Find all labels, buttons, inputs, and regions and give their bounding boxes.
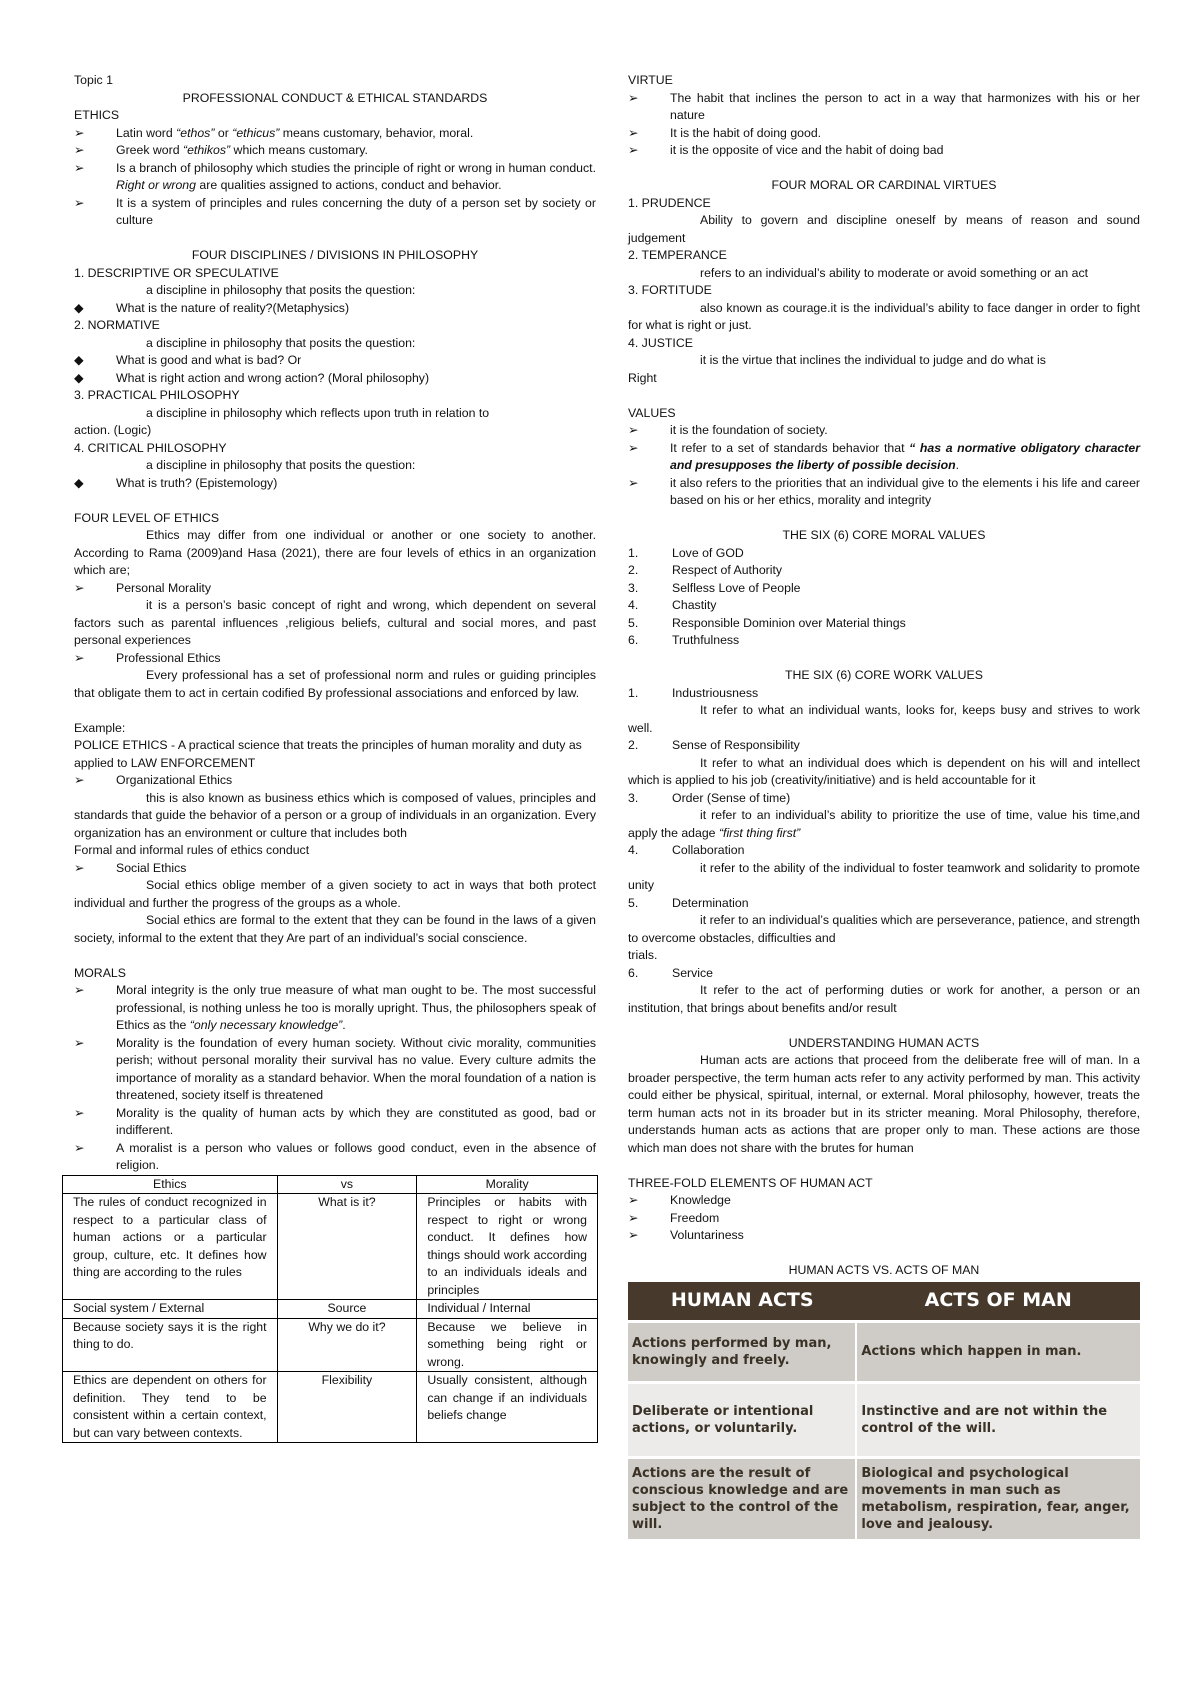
human-acts-vs-heading: HUMAN ACTS VS. ACTS OF MAN bbox=[788, 1263, 980, 1277]
discipline-title: 3. PRACTICAL PHILOSOPHY bbox=[74, 388, 240, 402]
arrow-bullet-icon: ➢ bbox=[628, 90, 639, 105]
level-desc: it is a person’s basic concept of right and wrong, which dependent on several factors such as parental influences ,religious beliefs, cultural and social mores, and past personal experiences bbox=[74, 598, 596, 647]
work-value-desc: It refer to what an individual wants, looks for, keeps busy and strives to work well. bbox=[628, 703, 1140, 735]
cardinal-heading: FOUR MORAL OR CARDINAL VIRTUES bbox=[771, 178, 997, 192]
work-value-title: 1. Industriousness bbox=[628, 685, 759, 700]
arrow-bullet-icon: ➢ bbox=[628, 125, 639, 140]
morals-heading: MORALS bbox=[74, 965, 126, 980]
diamond-bullet-icon: ◆ bbox=[74, 475, 84, 490]
table-row bbox=[63, 1194, 598, 1300]
diamond-bullet-icon: ◆ bbox=[74, 300, 84, 315]
virtue-desc: Ability to govern and discipline oneself by means of reason and sound judgement bbox=[628, 213, 1140, 245]
discipline-desc: a discipline in philosophy that posits the question: bbox=[146, 458, 416, 472]
arrow-bullet-icon: ➢ bbox=[74, 773, 85, 787]
list-item: ➢ Freedom bbox=[628, 1210, 1140, 1228]
discipline-desc: a discipline in philosophy that posits the question: bbox=[146, 283, 416, 297]
table-cell: Actions are the result of conscious knowledge and are subject to the control of the will. bbox=[628, 1457, 856, 1540]
arrow-bullet-icon: ➢ bbox=[628, 440, 639, 455]
topic-label: Topic 1 bbox=[74, 73, 113, 87]
arrow-bullet-icon: ➢ bbox=[628, 475, 639, 490]
virtue-bullet: ➢ The habit that inclines the person to act in a way that harmonizes with his or her nature bbox=[628, 90, 1140, 125]
list-item: 5. Responsible Dominion over Material things bbox=[628, 615, 906, 630]
diamond-bullet-icon: ◆ bbox=[74, 370, 84, 385]
right-column bbox=[628, 72, 1140, 1542]
ethics-bullet: ➢ It is a system of principles and rules concerning the duty of a person set by society or culture bbox=[74, 195, 596, 230]
table-cell: Principles or habits with respect to right or wrong conduct. It defines how things should work according to an individuals ideals and principles bbox=[417, 1194, 598, 1300]
list-item: ➢ Knowledge bbox=[628, 1192, 1140, 1210]
virtue-desc: also known as courage.it is the individual’s ability to face danger in order to fight for what is right or just. bbox=[628, 300, 1140, 332]
work-value-desc: trials. bbox=[628, 948, 658, 962]
work-value-title: 4. Collaboration bbox=[628, 843, 745, 857]
table-cell: Actions which happen in man. bbox=[856, 1321, 1140, 1382]
arrow-bullet-icon: ➢ bbox=[74, 1140, 85, 1155]
table-cell: What is it? bbox=[277, 1194, 417, 1300]
table-header-cell: HUMAN ACTS bbox=[628, 1282, 856, 1322]
table-cell: Individual / Internal bbox=[417, 1300, 598, 1319]
document-title: PROFESSIONAL CONDUCT & ETHICAL STANDARDS bbox=[182, 90, 488, 105]
human-acts-desc: Human acts are actions that proceed from the deliberate free will of man. In a broader perspective, the term human acts refer to any activity performed by man. This activity could either be physical, spiritual, internal, or external. Moral philosophy, however, treats the term human acts not in its broader but in its stricter meaning. Moral Philosophy, therefore, understands human acts as actions that are proper only to man. These actions are those which man does not share with the brutes for human bbox=[628, 1053, 1140, 1155]
table-row bbox=[63, 1300, 598, 1319]
list-item: ➢ Voluntariness bbox=[628, 1227, 1140, 1245]
work-value-title: 5. Determination bbox=[628, 895, 749, 910]
moral-values-heading: THE SIX (6) CORE MORAL VALUES bbox=[782, 528, 986, 542]
level-desc: Social ethics are formal to the extent that they can be found in the laws of a given society, informal to the extent that they Are part of an individual’s social conscience. bbox=[74, 913, 596, 945]
level-desc: Every professional has a set of professional norm and rules or guiding principles that obligate them to act in certain codified By professional associations and enforced by law. bbox=[74, 668, 596, 700]
ethics-bullet: ➢ Greek word “ethikos” which means customary. bbox=[74, 142, 596, 160]
virtue-bullet: ➢ It is the habit of doing good. bbox=[628, 125, 1140, 143]
human-acts-heading: UNDERSTANDING HUMAN ACTS bbox=[788, 1035, 980, 1050]
discipline-question: ◆ What is the nature of reality?(Metaphysics) bbox=[74, 300, 596, 318]
table-cell: Social system / External bbox=[63, 1300, 278, 1319]
values-bullet: ➢ It refer to a set of standards behavior that “ has a normative obligatory character and presupposes the liberty of possible decision. bbox=[628, 440, 1140, 475]
table-cell: Deliberate or intentional actions, or voluntarily. bbox=[628, 1382, 856, 1457]
arrow-bullet-icon: ➢ bbox=[74, 1035, 85, 1050]
table-cell: Why we do it? bbox=[277, 1318, 417, 1372]
arrow-bullet-icon: ➢ bbox=[74, 650, 85, 665]
virtue-title: 3. FORTITUDE bbox=[628, 283, 712, 297]
table-cell: Source bbox=[277, 1300, 417, 1319]
arrow-bullet-icon: ➢ bbox=[628, 1210, 639, 1225]
table-row bbox=[628, 1382, 1140, 1457]
list-item: 6. Truthfulness bbox=[628, 633, 740, 647]
morals-bullet: ➢ A moralist is a person who values or follows good conduct, even in the absence of religion. bbox=[74, 1140, 596, 1175]
table-row bbox=[63, 1372, 598, 1443]
table-header-cell: ACTS OF MAN bbox=[856, 1282, 1140, 1322]
table-header-cell: vs bbox=[277, 1175, 417, 1194]
arrow-bullet-icon: ➢ bbox=[74, 160, 85, 175]
list-item: 3. Selfless Love of People bbox=[628, 580, 801, 595]
human-acts-vs-acts-of-man-table bbox=[628, 1282, 1140, 1542]
threefold-heading: THREE-FOLD ELEMENTS OF HUMAN ACT bbox=[628, 1175, 873, 1190]
discipline-title: 4. CRITICAL PHILOSOPHY bbox=[74, 440, 227, 455]
virtue-desc: it is the virtue that inclines the individual to judge and do what is bbox=[700, 353, 1046, 367]
virtue-title: 1. PRUDENCE bbox=[628, 195, 711, 210]
table-cell: Flexibility bbox=[277, 1372, 417, 1443]
table-cell: Because society says it is the right thing to do. bbox=[63, 1318, 278, 1372]
discipline-question: ◆ What is right action and wrong action? (Moral philosophy) bbox=[74, 370, 596, 388]
values-bullet: ➢ it is the foundation of society. bbox=[628, 422, 1140, 440]
table-cell: Biological and psychological movements in man such as metabolism, respiration, fear, anger, love and jealousy. bbox=[856, 1457, 1140, 1540]
values-heading: VALUES bbox=[628, 405, 676, 420]
work-value-desc: It refer to what an individual does which is dependent on his will and intellect which is applied to his job (creativity/initiative) and is held accountable for it bbox=[628, 755, 1140, 787]
ethics-vs-morality-table bbox=[62, 1175, 598, 1444]
levels-heading: FOUR LEVEL OF ETHICS bbox=[74, 510, 220, 525]
arrow-bullet-icon: ➢ bbox=[74, 125, 85, 140]
work-value-desc: it refer to the ability of the individual to foster teamwork and solidarity to promote unity bbox=[628, 860, 1140, 892]
arrow-bullet-icon: ➢ bbox=[74, 143, 85, 157]
level-item: ➢ Personal Morality bbox=[74, 580, 596, 598]
list-item: 4. Chastity bbox=[628, 598, 717, 612]
table-cell: Usually consistent, although can change if an individuals beliefs change bbox=[417, 1372, 598, 1443]
table-row bbox=[628, 1321, 1140, 1382]
table-header-cell: Ethics bbox=[63, 1175, 278, 1194]
level-desc: this is also known as business ethics which is composed of values, principles and standards that guide the behavior of a person or a group of individuals in an organization. Every organization has an environment or culture that includes both bbox=[74, 790, 596, 840]
discipline-desc: action. (Logic) bbox=[74, 423, 152, 437]
work-values-heading: THE SIX (6) CORE WORK VALUES bbox=[785, 668, 983, 682]
work-value-desc: It refer to the act of performing duties or work for another, a person or an institution, that brings about benefits and/or result bbox=[628, 983, 1140, 1015]
virtue-bullet: ➢ it is the opposite of vice and the habit of doing bad bbox=[628, 142, 1140, 160]
discipline-desc: a discipline in philosophy which reflects upon truth in relation to bbox=[146, 405, 490, 420]
discipline-title: 1. DESCRIPTIVE OR SPECULATIVE bbox=[74, 265, 279, 280]
arrow-bullet-icon: ➢ bbox=[74, 195, 85, 210]
values-bullet: ➢ it also refers to the priorities that an individual give to the elements i his life and career based on his or her ethics, morality and integrity bbox=[628, 475, 1140, 510]
table-cell: Ethics are dependent on others for definition. They tend to be consistent within a certain context, but can vary between contexts. bbox=[63, 1372, 278, 1443]
table-cell: Instinctive and are not within the control of the will. bbox=[856, 1382, 1140, 1457]
table-header-cell: Morality bbox=[417, 1175, 598, 1194]
example-label: Example: bbox=[74, 720, 126, 735]
disciplines-heading: FOUR DISCIPLINES / DIVISIONS IN PHILOSOPHY bbox=[191, 248, 479, 262]
virtue-desc: Right bbox=[628, 370, 657, 385]
work-value-title: 6. Service bbox=[628, 965, 714, 980]
morals-bullet: ➢ Morality is the quality of human acts by which they are constituted as good, bad or indifferent. bbox=[74, 1105, 596, 1140]
work-value-desc: it refer to an individual’s qualities which are perseverance, patience, and strength to overcome obstacles, difficulties and bbox=[628, 913, 1140, 945]
ethics-heading: ETHICS bbox=[74, 108, 120, 122]
table-header-row bbox=[628, 1282, 1140, 1322]
morals-bullet: ➢ Moral integrity is the only true measure of what man ought to be. The most successful professional, is nothing unless he too is morally upright. Thus, the philosophers speak of Ethics as the “only necessary knowledge”. bbox=[74, 982, 596, 1035]
diamond-bullet-icon: ◆ bbox=[74, 353, 84, 367]
arrow-bullet-icon: ➢ bbox=[74, 983, 85, 997]
formal-rules: Formal and informal rules of ethics conduct bbox=[74, 843, 310, 857]
virtue-title: 4. JUSTICE bbox=[628, 335, 693, 350]
table-row bbox=[63, 1318, 598, 1372]
work-value-desc: it refer to an individual’s ability to prioritize the use of time, value his time,and apply the adage “first thing first” bbox=[628, 808, 1140, 840]
level-item: ➢ Social Ethics bbox=[74, 860, 596, 878]
discipline-question: ◆ What is truth? (Epistemology) bbox=[74, 475, 596, 493]
discipline-title: 2. NORMATIVE bbox=[74, 318, 160, 332]
levels-intro: Ethics may differ from one individual or another or one society to another. According to Rama (2009)and Hasa (2021), there are four levels of ethics in an organization which are; bbox=[74, 528, 596, 577]
virtue-desc: refers to an individual’s ability to moderate or avoid something or an act bbox=[700, 265, 1089, 280]
list-item: 1. Love of GOD bbox=[628, 545, 744, 560]
discipline-desc: a discipline in philosophy that posits the question: bbox=[146, 335, 416, 350]
work-value-title: 2. Sense of Responsibility bbox=[628, 738, 800, 752]
level-item: ➢ Professional Ethics bbox=[74, 650, 596, 668]
table-header-row bbox=[63, 1175, 598, 1194]
left-column bbox=[74, 72, 596, 1443]
arrow-bullet-icon: ➢ bbox=[628, 1228, 639, 1242]
arrow-bullet-icon: ➢ bbox=[628, 143, 639, 157]
table-cell: The rules of conduct recognized in respect to a particular class of human actions or a particular group, culture, etc. It defines how thing are according to the rules bbox=[63, 1194, 278, 1300]
arrow-bullet-icon: ➢ bbox=[74, 580, 85, 595]
ethics-bullet: ➢ Is a branch of philosophy which studies the principle of right or wrong in human conduct. Right or wrong are qualities assigned to actions, conduct and behavior. bbox=[74, 160, 596, 195]
arrow-bullet-icon: ➢ bbox=[628, 423, 639, 437]
level-item: ➢ Organizational Ethics bbox=[74, 772, 596, 790]
ethics-bullet: ➢ Latin word “ethos” or “ethicus” means customary, behavior, moral. bbox=[74, 125, 596, 143]
police-ethics: POLICE ETHICS - A practical science that treats the principles of human morality and duty as applied to LAW ENFORCEMENT bbox=[74, 738, 582, 770]
arrow-bullet-icon: ➢ bbox=[74, 860, 85, 875]
virtue-heading: VIRTUE bbox=[628, 73, 673, 87]
list-item: 2. Respect of Authority bbox=[628, 563, 783, 577]
work-value-title: 3. Order (Sense of time) bbox=[628, 790, 791, 805]
virtue-title: 2. TEMPERANCE bbox=[628, 248, 727, 262]
table-row bbox=[628, 1457, 1140, 1540]
discipline-question: ◆ What is good and what is bad? Or bbox=[74, 352, 596, 370]
arrow-bullet-icon: ➢ bbox=[628, 1193, 639, 1207]
morals-bullet: ➢ Morality is the foundation of every human society. Without civic morality, communities perish; without personal morality their survival has no value. Every culture admits the importance of morality as a standard behavior. When the moral foundation of a nation is threatened, society itself is threatened bbox=[74, 1035, 596, 1105]
table-cell: Actions performed by man, knowingly and freely. bbox=[628, 1321, 856, 1382]
arrow-bullet-icon: ➢ bbox=[74, 1105, 85, 1120]
level-desc: Social ethics oblige member of a given society to act in ways that both protect individual and further the progress of the groups as a whole. bbox=[74, 878, 596, 910]
table-cell: Because we believe in something being right or wrong. bbox=[417, 1318, 598, 1372]
